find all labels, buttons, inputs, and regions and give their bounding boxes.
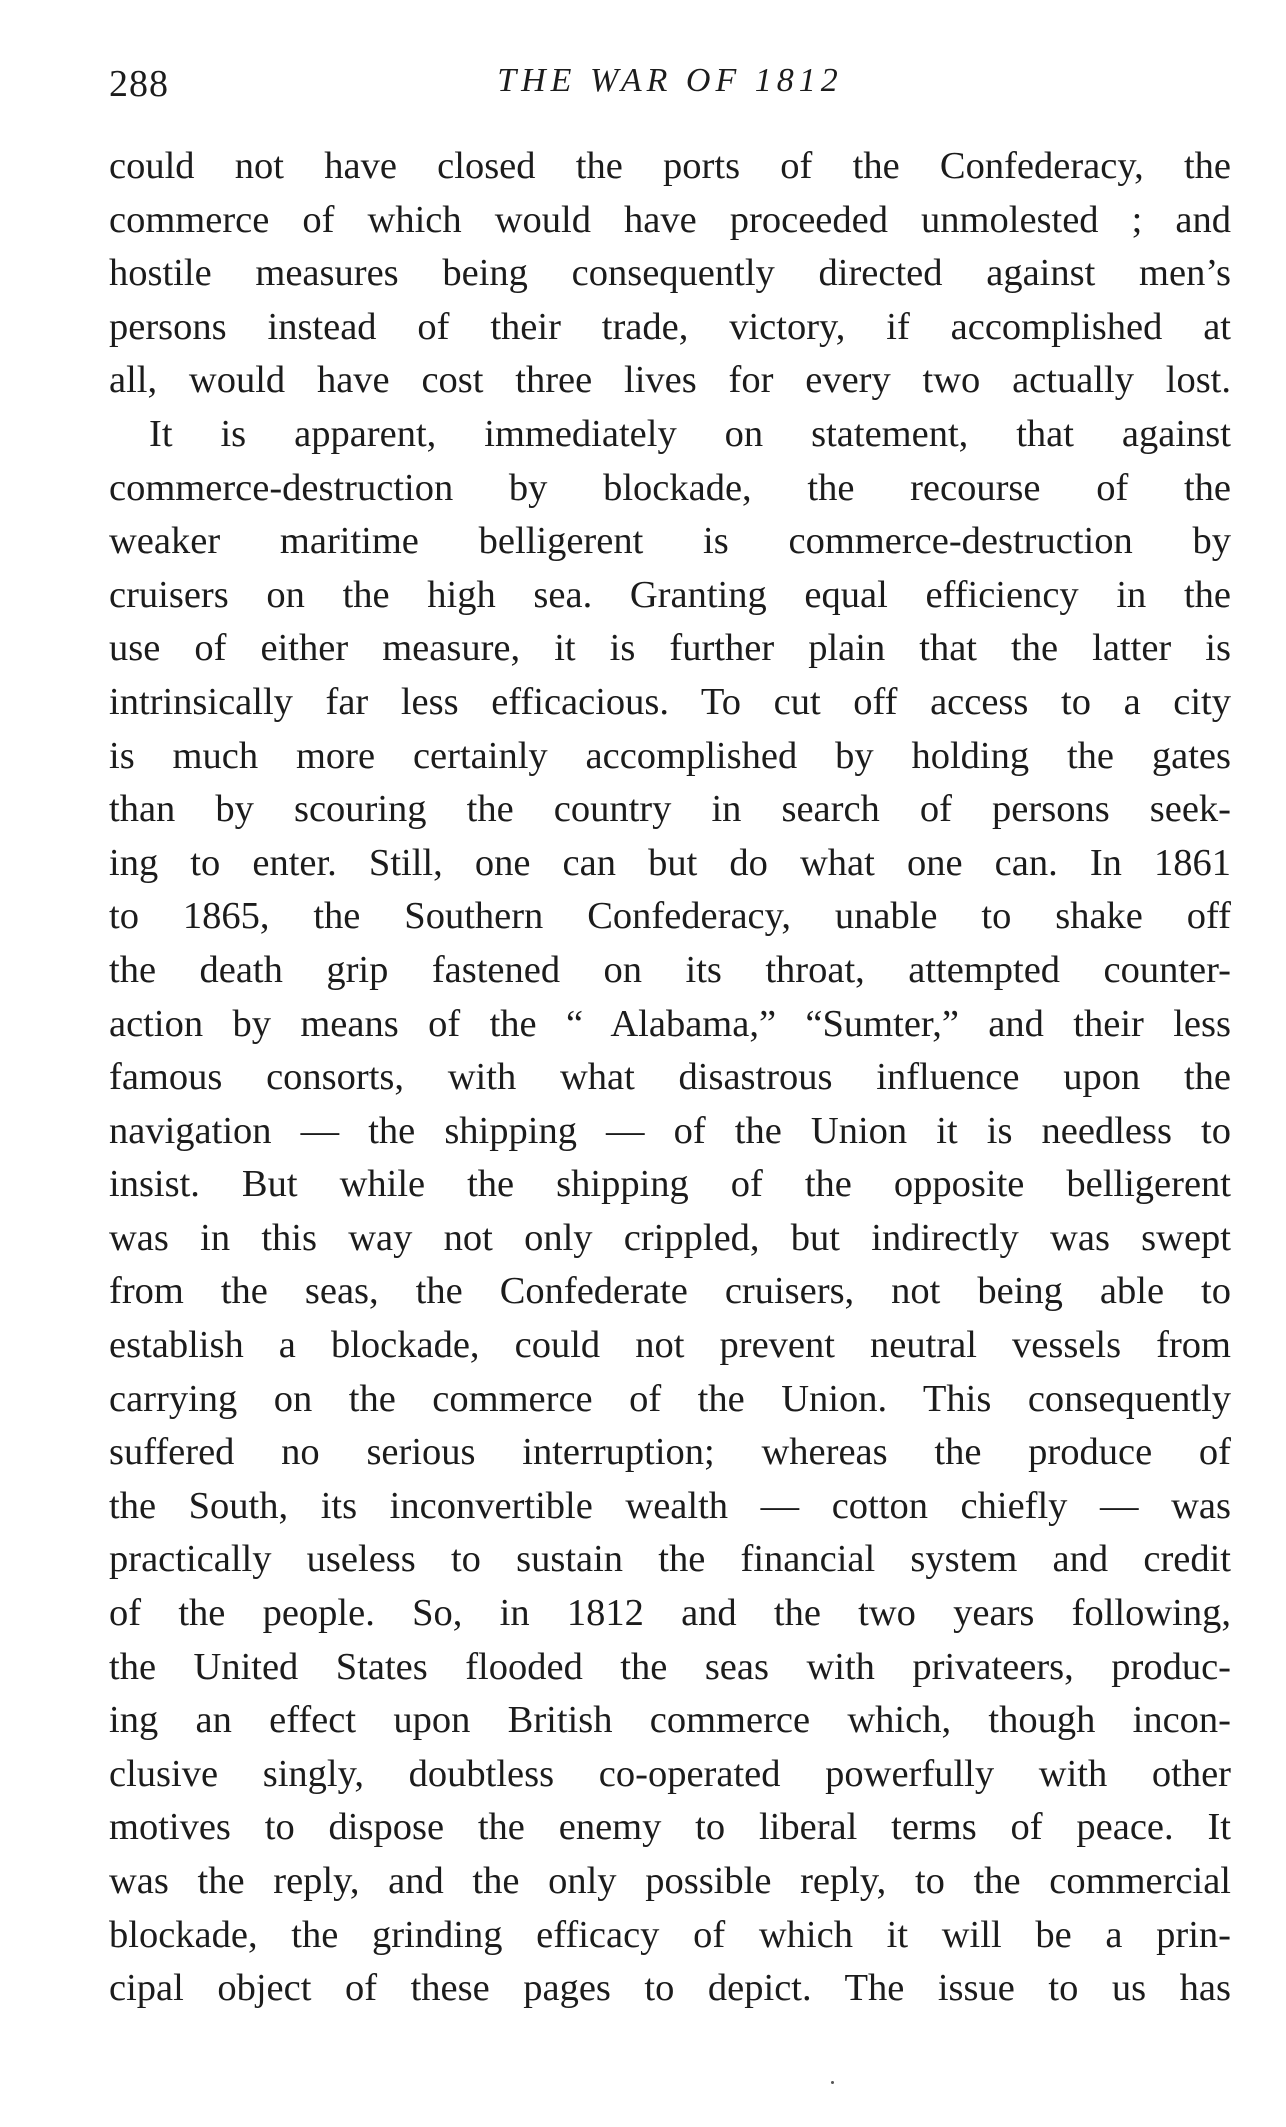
text-line: hostile measures being consequently directed against men’s — [109, 252, 1231, 295]
text-line: blockade, the grinding efficacy of which it will be a prin- — [109, 1913, 1231, 1956]
text-line: establish a blockade, could not prevent neutral vessels from — [109, 1324, 1231, 1367]
text-line: navigation — the shipping — of the Union it is needless to — [109, 1109, 1231, 1152]
text-line: motives to dispose the enemy to liberal terms of peace. It — [109, 1806, 1231, 1849]
text-line: from the seas, the Confederate cruisers, not being able to — [109, 1270, 1231, 1313]
text-line: commerce-destruction by blockade, the recourse of the — [109, 466, 1231, 509]
text-line: use of either measure, it is further plain that the latter is — [109, 627, 1231, 670]
running-head: THE WAR OF 1812 — [497, 62, 843, 99]
text-line: was in this way not only crippled, but indirectly was swept — [109, 1216, 1231, 1259]
text-line: famous consorts, with what disastrous influence upon the — [109, 1056, 1231, 1099]
text-line: ing to enter. Still, one can but do what one can. In 1861 — [109, 841, 1231, 884]
text-line: commerce of which would have proceeded unmolested ; and — [109, 198, 1231, 241]
text-line: action by means of the “ Alabama,” “Sumter,” and their less — [109, 1002, 1231, 1045]
text-line: all, would have cost three lives for every two actually lost. — [109, 359, 1231, 402]
page-header — [109, 56, 1231, 106]
text-line: persons instead of their trade, victory, if accomplished at — [109, 305, 1231, 348]
text-line: the South, its inconvertible wealth — cotton chiefly — was — [109, 1484, 1231, 1527]
text-line: ing an effect upon British commerce which, though incon- — [109, 1699, 1231, 1742]
paragraph — [109, 140, 1231, 408]
text-line: to 1865, the Southern Confederacy, unable to shake off — [109, 895, 1231, 938]
printer-mark — [831, 2081, 834, 2084]
text-line: insist. But while the shipping of the opposite belligerent — [109, 1163, 1231, 1206]
text-line: carrying on the commerce of the Union. This consequently — [109, 1377, 1231, 1420]
text-line: is much more certainly accomplished by holding the gates — [109, 734, 1231, 777]
text-line: of the people. So, in 1812 and the two years following, — [109, 1592, 1231, 1635]
text-line: cruisers on the high sea. Granting equal efficiency in the — [109, 573, 1231, 616]
text-line: practically useless to sustain the financial system and credit — [109, 1538, 1231, 1581]
text-line: than by scouring the country in search of persons seek- — [109, 788, 1231, 831]
text-line: It is apparent, immediately on statement, that against — [149, 412, 1231, 455]
paragraph — [109, 408, 1231, 2016]
text-line: the death grip fastened on its throat, attempted counter- — [109, 948, 1231, 991]
text-line: could not have closed the ports of the Confederacy, the — [109, 145, 1231, 187]
text-line: suffered no serious interruption; whereas the produce of — [109, 1431, 1231, 1474]
text-line: intrinsically far less efficacious. To cut off access to a city — [109, 680, 1231, 723]
text-line: the United States flooded the seas with privateers, produc- — [109, 1645, 1231, 1688]
text-line: weaker maritime belligerent is commerce-destruction by — [109, 520, 1231, 563]
body-text — [109, 140, 1231, 2016]
page-number: 288 — [109, 63, 169, 105]
text-line: was the reply, and the only possible reply, to the commercial — [109, 1860, 1231, 1902]
text-line: clusive singly, doubtless co-operated powerfully with other — [109, 1752, 1231, 1795]
text-line: cipal object of these pages to depict. The issue to us has — [109, 1967, 1231, 2010]
